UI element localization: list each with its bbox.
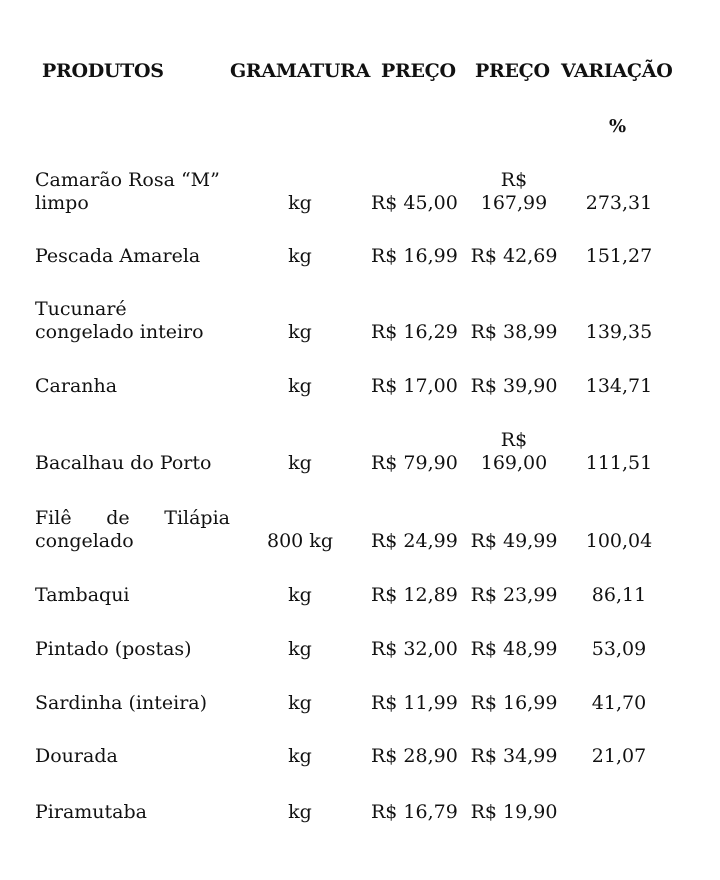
row-4-preco-2-line-1: R$ <box>500 429 528 451</box>
row-4-name: Bacalhau do Porto <box>35 452 212 474</box>
row-2-name <box>35 298 230 344</box>
row-8-preco-1: R$ 11,99 <box>371 692 458 714</box>
row-1-variacao: 151,27 <box>585 245 653 267</box>
row-4-preco-2-line-2: 169,00 <box>480 452 548 474</box>
row-9-preco-1: R$ 28,90 <box>371 745 458 767</box>
row-4-variacao: 111,51 <box>585 452 653 474</box>
row-9-variacao: 21,07 <box>591 745 647 767</box>
row-3-preco-2: R$ 39,90 <box>470 375 558 397</box>
row-5-preco-1: R$ 24,99 <box>371 530 458 552</box>
row-8-variacao: 41,70 <box>591 692 647 714</box>
row-0-gramatura: kg <box>288 192 312 214</box>
header-preco-1: PREÇO <box>381 60 456 82</box>
row-6-preco-2: R$ 23,99 <box>470 584 558 606</box>
row-3-preco-1: R$ 17,00 <box>371 375 458 397</box>
row-0-preco-2-line-2: 167,99 <box>480 192 548 214</box>
row-10-gramatura: kg <box>288 801 312 823</box>
row-5-preco-2: R$ 49,99 <box>470 530 558 552</box>
row-9-gramatura: kg <box>288 745 312 767</box>
row-4-preco-2 <box>466 429 562 475</box>
header-preco-2: PREÇO <box>475 60 550 82</box>
row-9-preco-2: R$ 34,99 <box>470 745 558 767</box>
row-8-gramatura: kg <box>288 692 312 714</box>
row-4-preco-1: R$ 79,90 <box>371 452 458 474</box>
row-7-preco-1: R$ 32,00 <box>371 638 458 660</box>
row-0-variacao: 273,31 <box>585 192 653 214</box>
row-2-preco-2: R$ 38,99 <box>470 321 558 343</box>
row-6-preco-1: R$ 12,89 <box>371 584 458 606</box>
row-2-variacao: 139,35 <box>585 321 653 343</box>
row-2-name-line-2: congelado inteiro <box>35 321 204 343</box>
row-1-name: Pescada Amarela <box>35 245 201 267</box>
row-5-gramatura: 800 kg <box>267 530 333 552</box>
row-4-gramatura: kg <box>288 452 312 474</box>
row-6-name: Tambaqui <box>35 584 130 606</box>
row-2-preco-1: R$ 16,29 <box>371 321 458 343</box>
row-2-name-line-1: Tucunaré <box>35 298 127 320</box>
row-9-name: Dourada <box>35 745 118 767</box>
row-0-name: Camarão Rosa “M” limpo <box>35 169 220 214</box>
row-5-variacao: 100,04 <box>585 530 653 552</box>
header-percent: % <box>609 116 627 137</box>
row-6-gramatura: kg <box>288 584 312 606</box>
row-8-preco-2: R$ 16,99 <box>470 692 558 714</box>
row-10-preco-1: R$ 16,79 <box>371 801 458 823</box>
row-8-name: Sardinha (inteira) <box>35 692 208 714</box>
row-2-gramatura: kg <box>288 321 312 343</box>
row-0-preco-2-line-1: R$ <box>500 169 528 191</box>
row-6-variacao: 86,11 <box>591 584 647 606</box>
row-7-name: Pintado (postas) <box>35 638 192 660</box>
row-5-name: Filê de Tilápia congelado <box>35 507 230 552</box>
row-3-variacao: 134,71 <box>585 375 653 397</box>
row-10-preco-2: R$ 19,90 <box>470 801 558 823</box>
header-gramatura: GRAMATURA <box>230 60 371 82</box>
row-3-gramatura: kg <box>288 375 312 397</box>
row-1-preco-1: R$ 16,99 <box>371 245 458 267</box>
row-3-name: Caranha <box>35 375 118 397</box>
header-variacao: VARIAÇÃO <box>561 60 673 82</box>
row-10-name: Piramutaba <box>35 801 147 823</box>
row-0-preco-1: R$ 45,00 <box>371 192 458 214</box>
row-7-preco-2: R$ 48,99 <box>470 638 558 660</box>
row-1-preco-2: R$ 42,69 <box>470 245 558 267</box>
header-produtos: PRODUTOS <box>42 60 164 82</box>
row-1-gramatura: kg <box>288 245 312 267</box>
row-0-preco-2 <box>466 169 562 215</box>
row-7-gramatura: kg <box>288 638 312 660</box>
row-7-variacao: 53,09 <box>591 638 647 660</box>
